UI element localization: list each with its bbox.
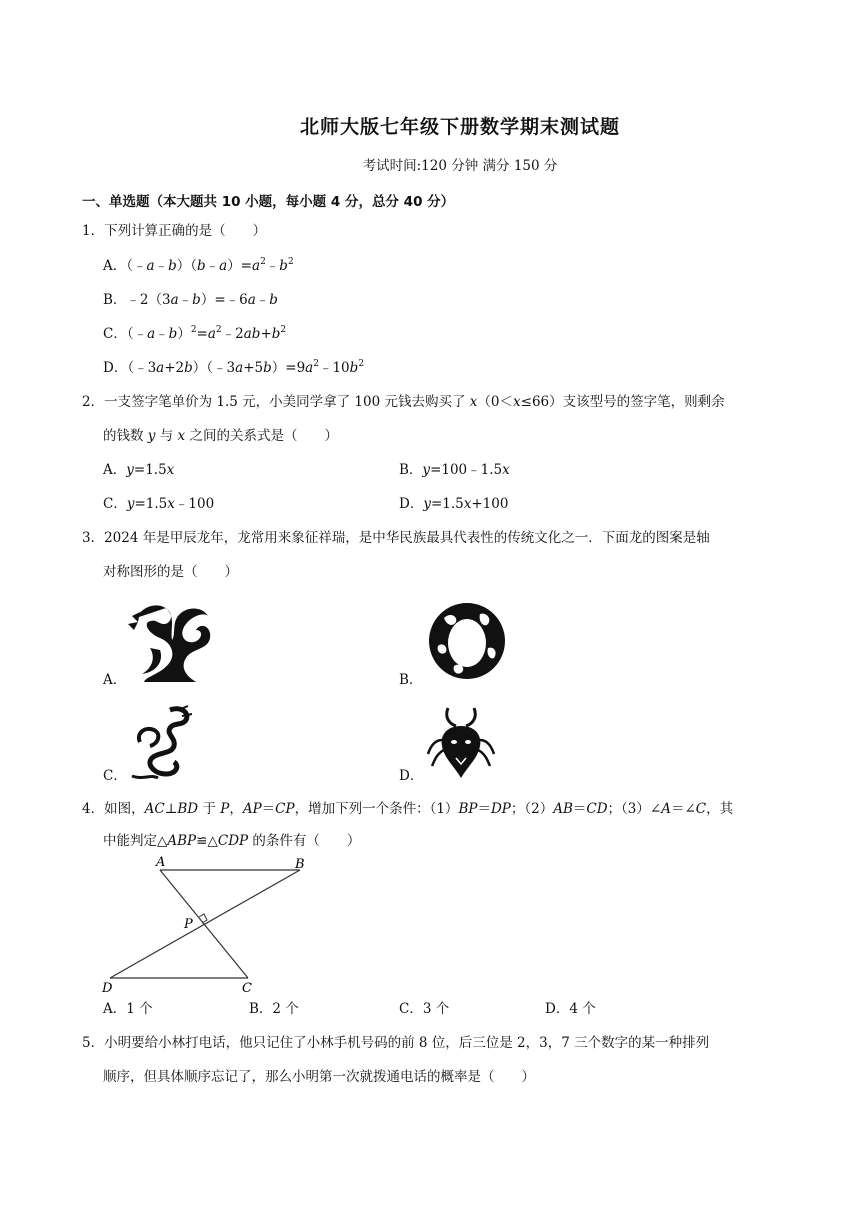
page-title: 北师大版七年级下册数学期末测试题 bbox=[299, 116, 620, 138]
question-1-option-b: B．﹣2（3a﹣b）=﹣6a﹣b bbox=[103, 292, 278, 308]
question-3-line-2: 对称图形的是（ ） bbox=[103, 564, 238, 580]
exam-info: 考试时间:120 分钟 满分 150 分 bbox=[362, 158, 558, 174]
question-3-option-b-label: B． bbox=[399, 672, 423, 688]
question-3-option-d-label: D． bbox=[399, 768, 424, 784]
question-2-option-c: C．y=1.5x﹣100 bbox=[103, 496, 215, 512]
question-2-line-1: 2．一支签字笔单价为 1.5 元，小美同学拿了 100 元钱去购买了 x（0＜x≤66）支该型号的签字笔，则剩余 bbox=[82, 394, 725, 410]
question-4-line-2: 中能判定△ABP≌△CDP 的条件有（ ） bbox=[103, 833, 361, 849]
question-2-line-2: 的钱数 y 与 x 之间的关系式是（ ） bbox=[103, 428, 338, 444]
point-label-c: C bbox=[242, 981, 252, 996]
question-5-line-2: 顺序，但具体顺序忘记了，那么小明第一次就拨通电话的概率是（ ） bbox=[103, 1069, 535, 1085]
question-4-option-a: A．1 个 bbox=[103, 1001, 153, 1017]
opt-label: C．（﹣ bbox=[103, 326, 148, 342]
section-heading: 一、单选题（本大题共 10 小题，每小题 4 分，总分 40 分） bbox=[82, 194, 455, 210]
point-label-d: D bbox=[102, 981, 113, 996]
dragon-image-a bbox=[126, 598, 218, 686]
question-3-option-a-label: A． bbox=[103, 672, 127, 688]
opt-label: B．﹣2（3 bbox=[103, 292, 171, 308]
geometry-figure bbox=[100, 856, 310, 996]
point-label-p: P bbox=[184, 917, 193, 932]
opt-label: A．（﹣ bbox=[103, 258, 147, 274]
question-4-option-c: C．3 个 bbox=[399, 1001, 450, 1017]
dragon-image-b bbox=[424, 598, 510, 684]
question-3-option-c-label: C． bbox=[103, 768, 127, 784]
question-2-option-a: A．y=1.5x bbox=[103, 462, 175, 478]
opt-label: D．（﹣3 bbox=[103, 360, 157, 376]
question-4-option-d: D．4 个 bbox=[545, 1001, 596, 1017]
question-1-stem: 1．下列计算正确的是（ ） bbox=[82, 223, 267, 239]
question-1-option-d: D．$(﹣3a+2b)(﹣3a+5b)=9a^2﹣10b^2$ bbox=[103, 359, 365, 376]
question-3-line-1: 3．2024 年是甲辰龙年，龙常用来象征祥瑞，是中华民族最具代表性的传统文化之一．下面龙的图案是轴 bbox=[82, 530, 710, 546]
question-1-option-a: A．$(﹣a﹣b)(b﹣a)=a^2﹣b^2$ bbox=[103, 257, 294, 274]
question-2-option-d: D．y=1.5x+100 bbox=[399, 496, 509, 512]
question-4-line-1: 4．如图，AC⊥BD 于 P，AP＝CP，增加下列一个条件：（1）BP＝DP；（2）AB＝CD；（3）∠A＝∠C，其 bbox=[82, 801, 734, 817]
point-label-b: B bbox=[295, 857, 305, 872]
question-4-option-b: B．2 个 bbox=[249, 1001, 299, 1017]
point-label-a: A bbox=[156, 856, 166, 870]
segment-bd bbox=[110, 870, 300, 978]
dragon-image-c bbox=[130, 704, 194, 782]
question-2-option-b: B．y=100﹣1.5x bbox=[399, 462, 510, 478]
question-5-line-1: 5．小明要给小林打电话，他只记住了小林手机号码的前 8 位，后三位是 2，3，7 三个数字的某一种排列 bbox=[82, 1035, 710, 1051]
dragon-image-d bbox=[426, 704, 496, 782]
question-1-option-c: C．$(﹣a﹣b)^2=a^2﹣2ab+b^2$ bbox=[103, 325, 287, 342]
